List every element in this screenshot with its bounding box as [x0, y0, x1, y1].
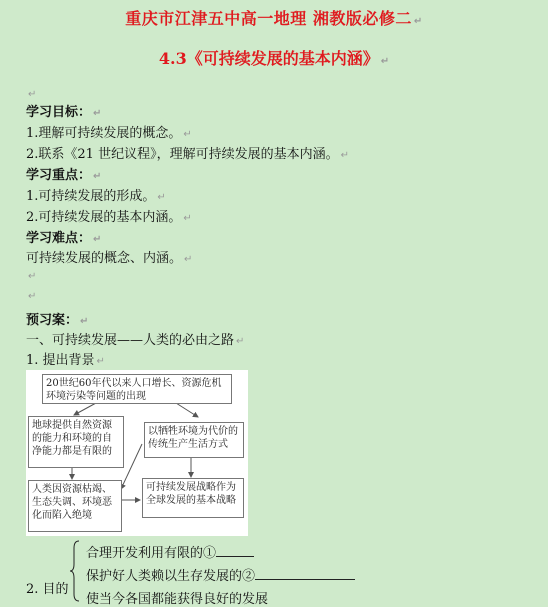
- document-subtitle: 4.3《可持续发展的基本内涵》 ↵: [158, 49, 390, 68]
- objectives-heading: 学习目标： ↵: [26, 105, 102, 120]
- preview-heading: 预习案： ↵: [26, 313, 89, 328]
- key-point-item: 1.可持续发展的形成。 ↵: [26, 189, 166, 204]
- purpose-line-3: 使当今各国都能获得良好的发展: [86, 592, 269, 607]
- purpose-line-2: 保护好人类赖以生存发展的②: [86, 565, 355, 584]
- purpose-line-1: 合理开发利用有限的①: [86, 542, 254, 561]
- background-flowchart: [26, 370, 248, 536]
- objective-item: 1.理解可持续发展的概念。 ↵: [26, 126, 192, 141]
- brace-icon: [70, 540, 80, 602]
- flow-box-top: 20世纪60年代以来人口增长、资源危机环境污染等问题的出现: [42, 374, 232, 404]
- difficulties-heading: 学习难点： ↵: [26, 231, 102, 246]
- empty-paragraph: ↵: [28, 271, 37, 282]
- key-point-item: 2.可持续发展的基本内涵。 ↵: [26, 210, 192, 225]
- objective-item: 2.联系《21 世纪议程》，理解可持续发展的基本内涵。 ↵: [26, 147, 349, 162]
- item-heading: 1. 提出背景 ↵: [26, 353, 105, 368]
- arrow: [74, 403, 96, 415]
- key-points-heading: 学习重点： ↵: [26, 168, 102, 183]
- flow-box-left-mid: 地球提供自然资源的能力和环境的自净能力都是有限的: [28, 416, 124, 468]
- arrow: [121, 444, 142, 489]
- document-title: 重庆市江津五中高一地理 湘教版必修二 ↵: [125, 9, 423, 28]
- purpose-label: 2. 目的: [26, 582, 69, 597]
- section-heading: 一、可持续发展——人类的必由之路 ↵: [26, 333, 245, 348]
- flow-box-left-bottom: 人类因资源枯竭、生态失调、环境恶化而陷入绝境: [28, 480, 122, 532]
- answer-blank-1[interactable]: [216, 544, 254, 557]
- flow-box-right-mid: 以牺牲环境为代价的传统生产生活方式: [144, 422, 244, 458]
- answer-blank-2[interactable]: [255, 567, 355, 580]
- flow-box-right-bottom: 可持续发展战略作为全球发展的基本战略: [142, 478, 244, 518]
- empty-paragraph: ↵: [28, 291, 37, 302]
- difficulties-text: 可持续发展的概念、内涵。 ↵: [26, 251, 193, 266]
- arrow: [176, 403, 198, 417]
- empty-paragraph: ↵: [28, 89, 37, 100]
